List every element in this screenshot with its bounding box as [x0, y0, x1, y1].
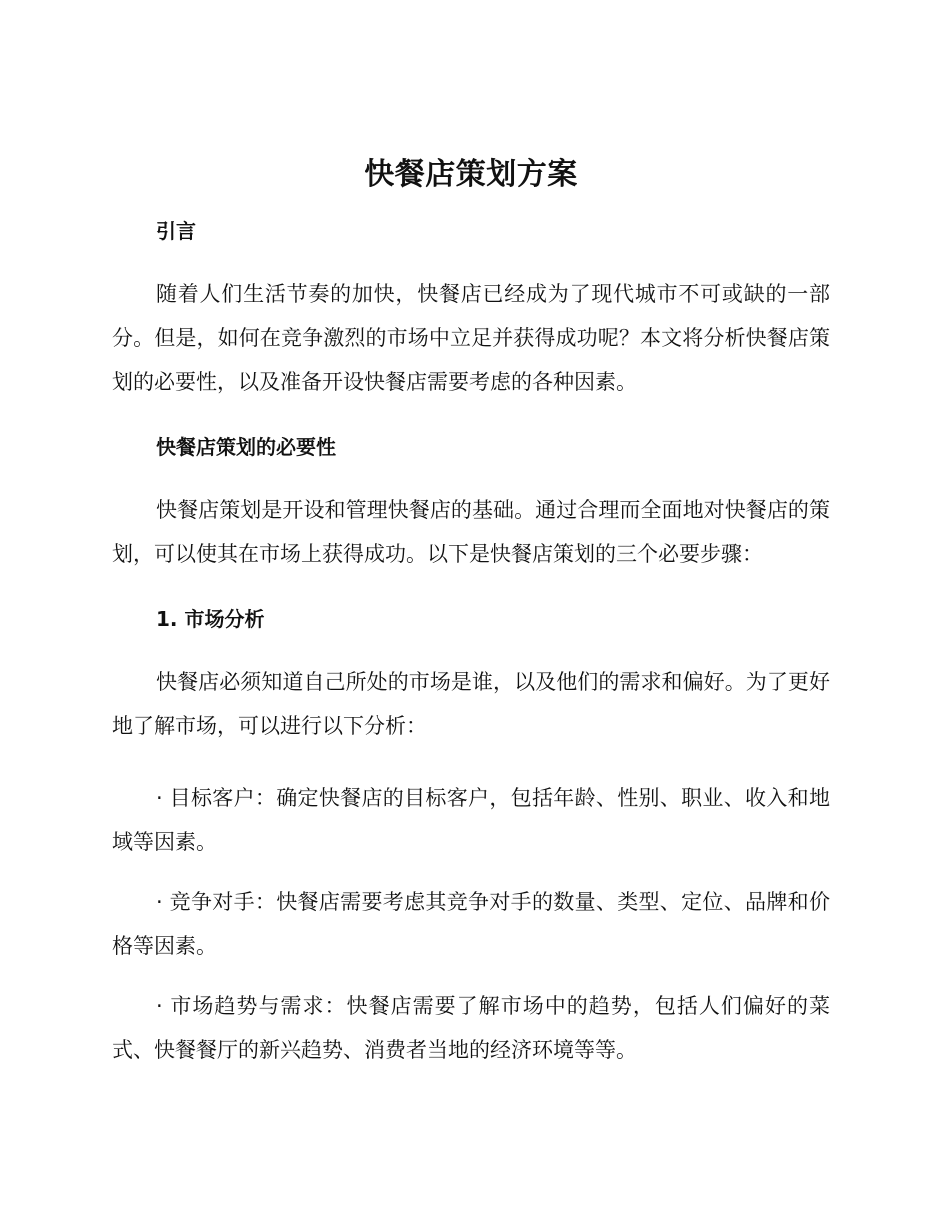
section-heading-necessity: 快餐店策划的必要性	[156, 435, 336, 459]
paragraph-intro: 随着人们生活节奏的加快，快餐店已经成为了现代城市不可或缺的一部分。但是，如何在竞争激烈的市场中立足并获得成功呢？本文将分析快餐店策划的必要性，以及准备开设快餐店需要考虑的各种因素。	[112, 282, 830, 394]
paragraph-necessity: 快餐店策划是开设和管理快餐店的基础。通过合理而全面地对快餐店的策划，可以使其在市场上获得成功。以下是快餐店策划的三个必要步骤：	[112, 498, 830, 566]
bullet-competitors: · 竞争对手：快餐店需要考虑其竞争对手的数量、类型、定位、品牌和价格等因素。	[112, 890, 830, 958]
bullet-market-trends: · 市场趋势与需求：快餐店需要了解市场中的趋势，包括人们偏好的菜式、快餐餐厅的新兴趋势、消费者当地的经济环境等等。	[112, 994, 830, 1062]
section-heading-intro: 引言	[156, 219, 196, 243]
bullet-target-customers: · 目标客户：确定快餐店的目标客户，包括年龄、性别、职业、收入和地域等因素。	[112, 786, 830, 854]
paragraph-market-analysis: 快餐店必须知道自己所处的市场是谁，以及他们的需求和偏好。为了更好地了解市场，可以进行以下分析：	[112, 670, 830, 738]
section-heading-market-analysis: 1. 市场分析	[156, 607, 265, 631]
document-title: 快餐店策划方案	[364, 157, 578, 192]
